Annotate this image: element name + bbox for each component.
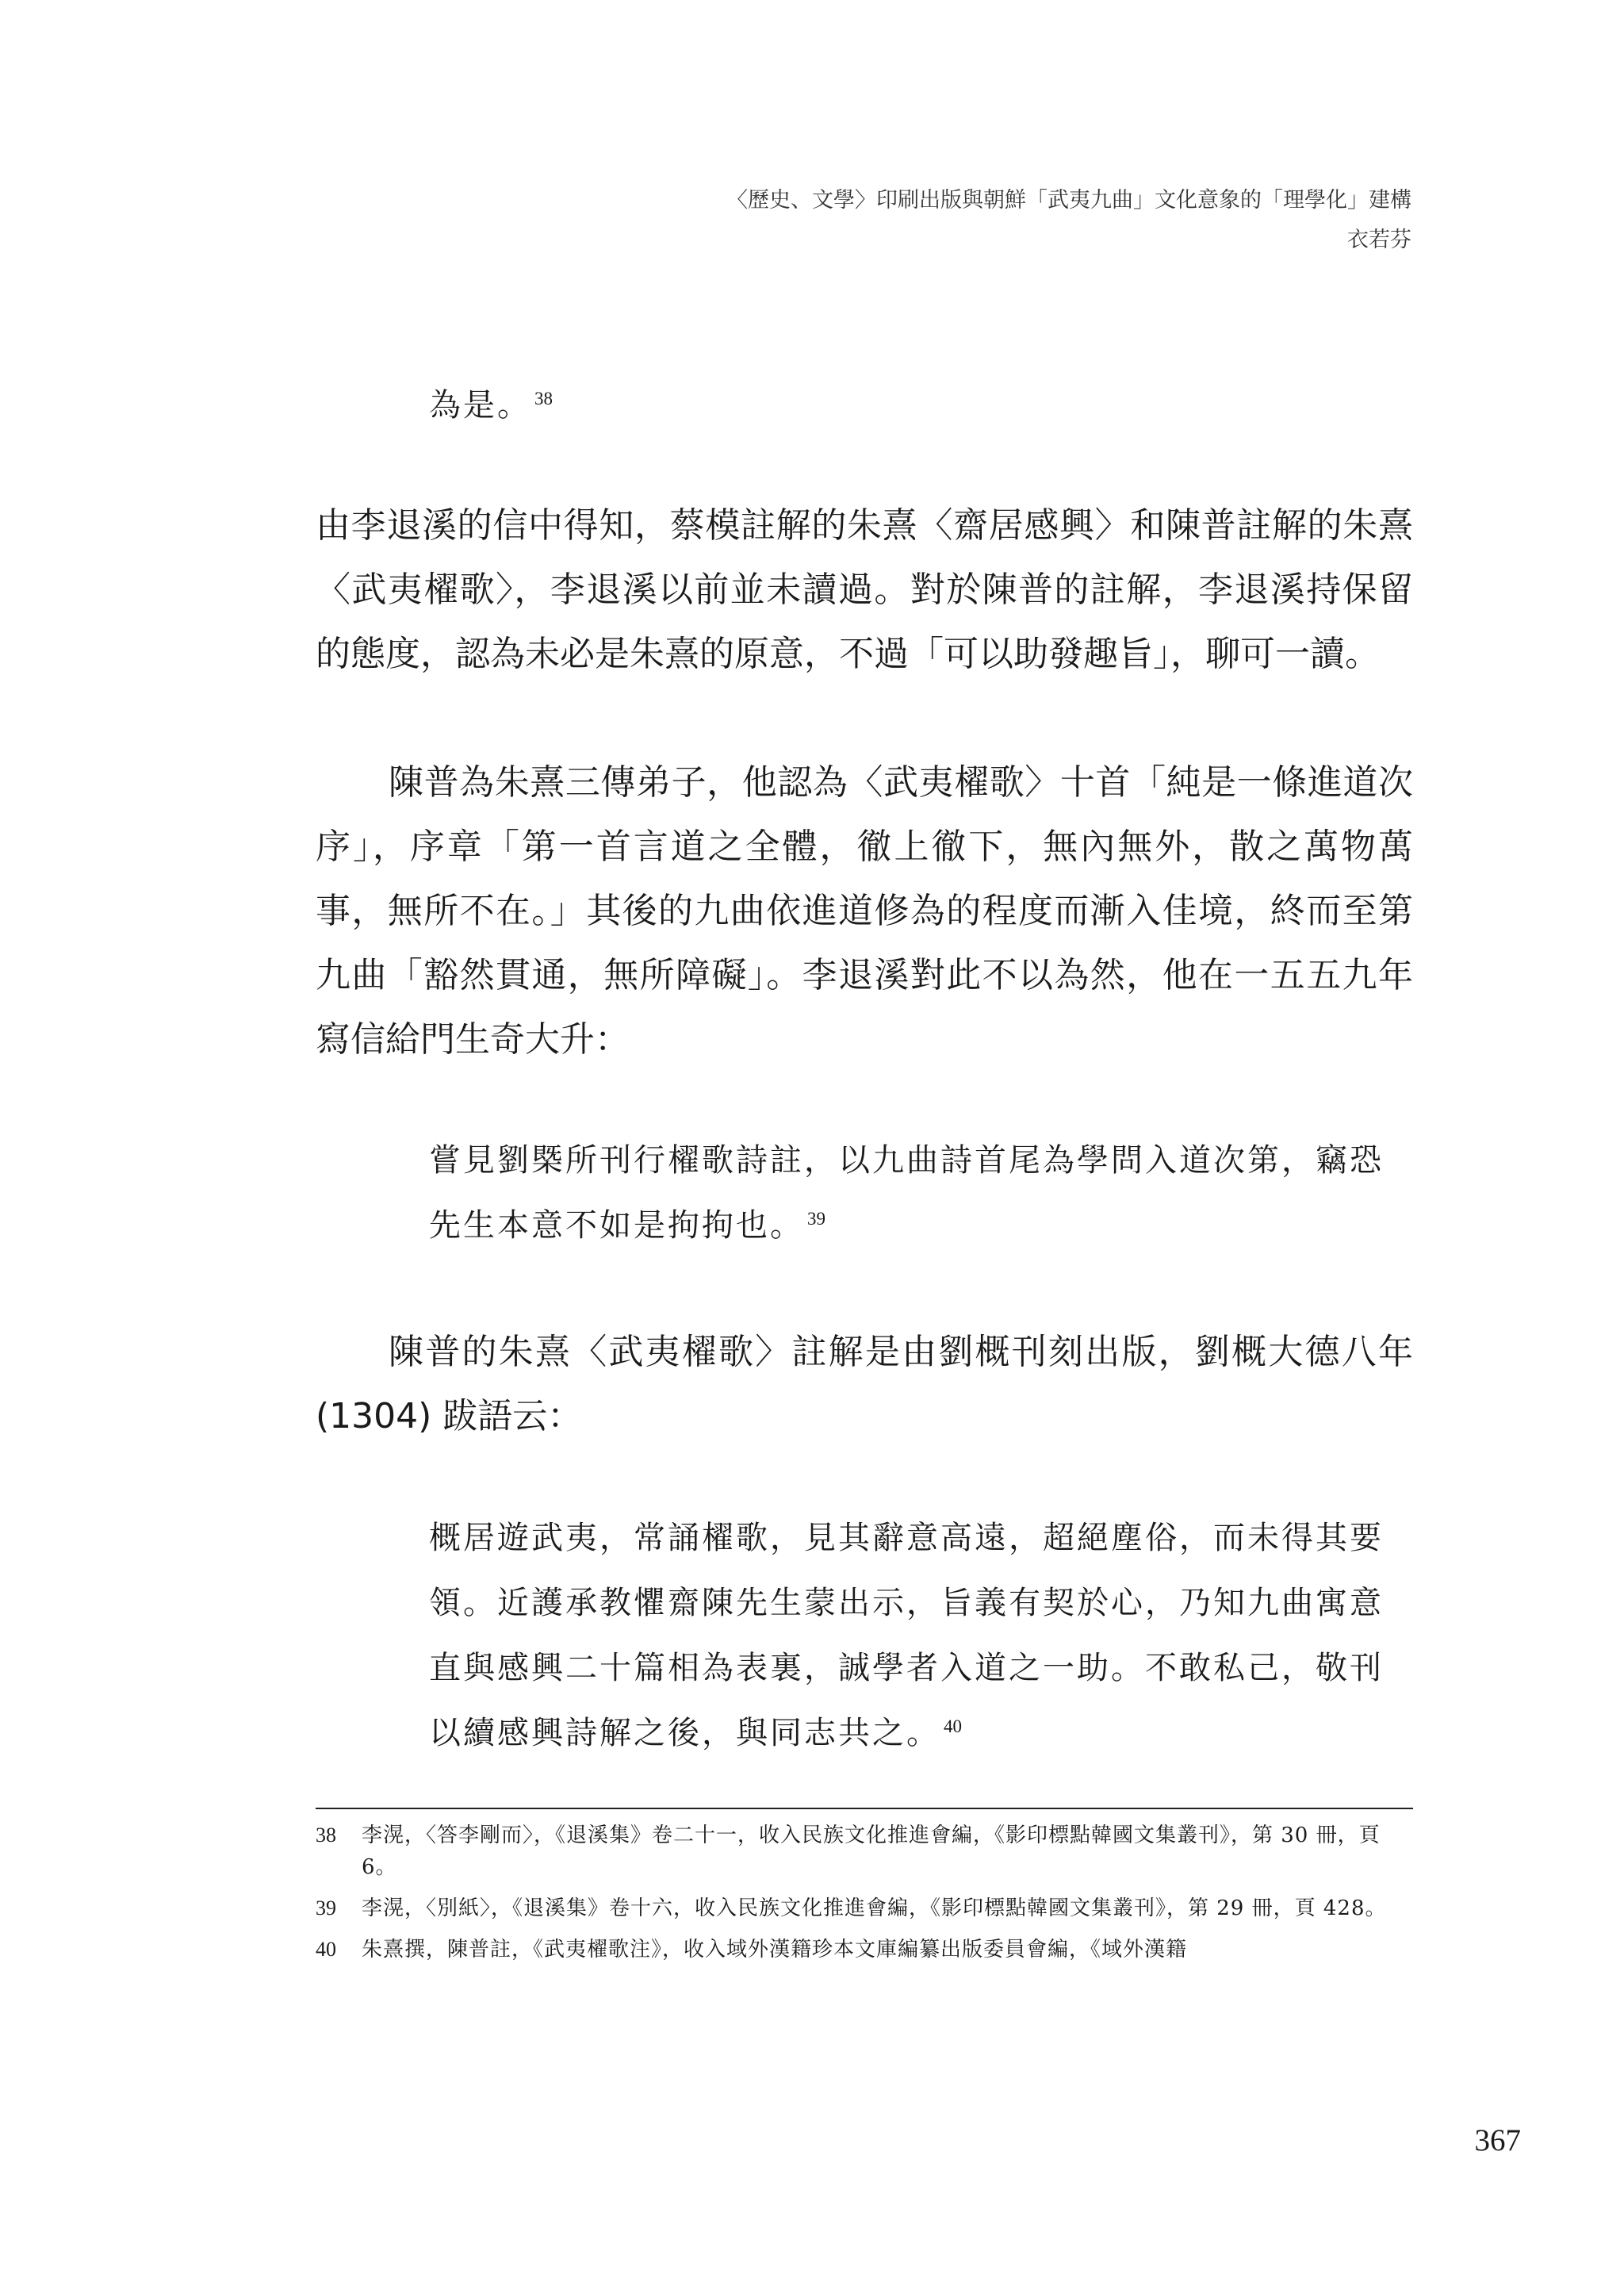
body-paragraph-3: 陳普的朱熹〈武夷櫂歌〉註解是由劉概刊刻出版，劉概大德八年 (1304) 跋語云：: [316, 1332, 1413, 1436]
footnote-text: 朱熹撰，陳普註，《武夷櫂歌注》，收入域外漢籍珍本文庫編纂出版委員會編，《域外漢籍: [362, 1938, 1188, 1962]
footnote-number: 38: [316, 1824, 336, 1847]
block-quote-39: [429, 1128, 1412, 1258]
footnote-divider: [316, 1808, 1413, 1809]
block-quote-40: [429, 1505, 1412, 1766]
footnote-text: 李滉，〈別紙〉，《退溪集》卷十六，收入民族文化推進會編，《影印標點韓國文集叢刊》，第 29 冊，頁 428。: [362, 1896, 1387, 1920]
footnotes: [316, 1820, 1413, 1975]
footnote-ref-38: 38: [534, 388, 553, 408]
block-quote-38: [429, 373, 1412, 438]
footnote-40: [316, 1934, 1413, 1965]
footnote-number: 40: [316, 1938, 336, 1961]
footnote-ref-39: 39: [807, 1208, 825, 1229]
body-paragraph-1: 由李退溪的信中得知，蔡模註解的朱熹〈齋居感興〉和陳普註解的朱熹〈武夷櫂歌〉，李退溪以前並未讀過。對於陳普的註解，李退溪持保留的態度，認為未必是朱熹的原意，不過「可以助發趣旨」，聊可一讀。: [316, 505, 1413, 674]
body-paragraph-2: 陳普為朱熹三傳弟子，他認為〈武夷櫂歌〉十首「純是一條進道次序」，序章「第一首言道之全體，徹上徹下，無內無外，散之萬物萬事，無所不在。」其後的九曲依進道修為的程度而漸入佳境，終而至第九曲「豁然貫通，無所障礙」。李退溪對此不以為然，他在一五五九年寫信給門生奇大升：: [316, 762, 1413, 1060]
quote-text: 嘗見劉槩所刊行櫂歌詩註，以九曲詩首尾為學問入道次第，竊恐先生本意不如是拘拘也。: [429, 1142, 1384, 1244]
quote-text: 為是。: [429, 387, 531, 424]
page-number: 367: [1474, 2123, 1521, 2157]
footnote-38: [316, 1820, 1413, 1883]
author-name: 衣若芬: [1347, 228, 1411, 252]
footnote-text: 李滉，〈答李剛而〉，《退溪集》卷二十一，收入民族文化推進會編，《影印標點韓國文集叢刊》，第 30 冊，頁 6。: [362, 1824, 1381, 1879]
footnote-number: 39: [316, 1896, 336, 1919]
running-header: [726, 181, 1411, 260]
quote-text: 概居遊武夷，常誦櫂歌，見其辭意高遠，超絕塵俗，而未得其要領。近護承教懼齋陳先生蒙出示，旨義有契於心，乃知九曲寓意直與感興二十篇相為表裏，誠學者入道之一助。不敢私己，敬刊以續感興詩解之後，與同志共之。: [429, 1520, 1384, 1751]
article-title: 〈歷史、文學〉印刷出版與朝鮮「武夷九曲」文化意象的「理學化」建構: [726, 188, 1411, 213]
footnote-39: [316, 1893, 1413, 1924]
footnote-ref-40: 40: [944, 1716, 962, 1736]
